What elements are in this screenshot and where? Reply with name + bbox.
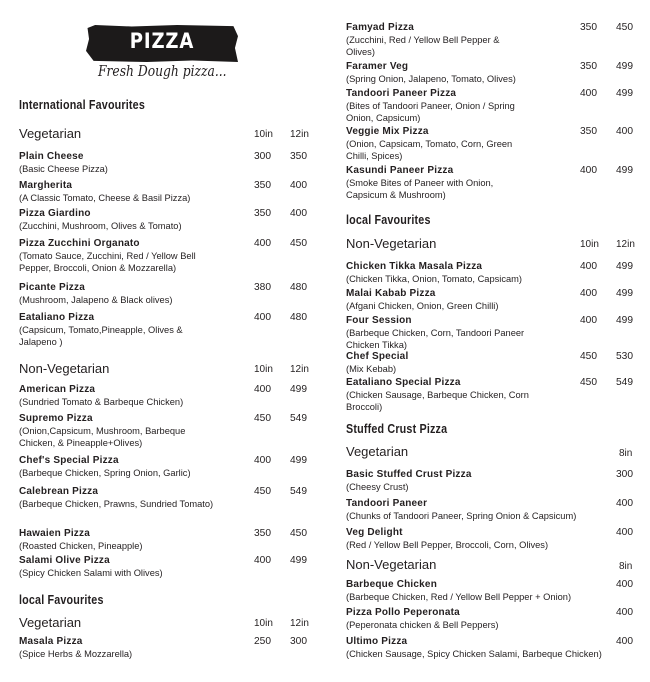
section-heading-international-favourites: International Favourites — [19, 98, 145, 112]
menu-item — [19, 636, 249, 660]
menu-item — [346, 469, 611, 493]
price-10in: 350 — [254, 180, 271, 191]
item-name: Tandoori Paneer Pizza — [346, 88, 457, 99]
menu-item — [346, 607, 611, 631]
menu-item — [19, 528, 249, 552]
subheading-non-vegetarian: Non-Vegetarian — [346, 236, 437, 251]
menu-item — [346, 527, 611, 551]
price-10in: 400 — [254, 384, 271, 395]
item-description: (Barbeque Chicken, Red / Yellow Bell Pepper + Onion) — [346, 592, 572, 602]
price-10in: 400 — [580, 315, 597, 326]
price-10in: 400 — [254, 455, 271, 466]
price-12in: 400 — [290, 208, 307, 219]
item-name: Picante Pizza — [19, 282, 85, 293]
price-10in: 400 — [254, 238, 271, 249]
item-name: Chef's Special Pizza — [19, 455, 119, 466]
price-8in: 300 — [616, 469, 633, 480]
size-label-10in: 10in — [580, 239, 599, 250]
size-label-12in: 12in — [290, 618, 309, 629]
item-name: Pizza Pollo Peperonata — [346, 607, 460, 618]
price-12in: 400 — [616, 126, 633, 137]
price-10in: 450 — [580, 351, 597, 362]
item-name: Eataliano Pizza — [19, 312, 95, 323]
section-heading-local-favourites: local Favourites — [346, 213, 431, 227]
item-name: Barbeque Chicken — [346, 579, 438, 590]
menu-item — [19, 180, 249, 204]
menu-item — [346, 261, 574, 285]
price-8in: 400 — [616, 607, 633, 618]
price-12in: 480 — [290, 282, 307, 293]
item-name: Supremo Pizza — [19, 413, 93, 424]
item-description: (Peperonata chicken & Bell Peppers) — [346, 620, 499, 630]
item-name: Veggie Mix Pizza — [346, 126, 429, 137]
item-description: (Roasted Chicken, Pineapple) — [19, 541, 143, 551]
item-description: (Barbeque Chicken, Spring Onion, Garlic) — [19, 468, 191, 478]
price-10in: 450 — [254, 486, 271, 497]
item-name: Margherita — [19, 180, 73, 191]
item-description: (Chicken Sausage, Barbeque Chicken, Corn Broccoli) — [346, 390, 529, 412]
menu-item — [346, 579, 611, 603]
section-heading-stuffed-crust-pizza: Stuffed Crust Pizza — [346, 422, 448, 436]
section-heading-local-favourites: local Favourites — [19, 593, 104, 607]
item-description: (Bites of Tandoori Paneer, Onion / Spring Onion, Capsicum) — [346, 101, 515, 123]
menu-item — [19, 312, 209, 348]
item-description: (Chunks of Tandoori Paneer, Spring Onion & Capsicum) — [346, 511, 577, 521]
price-12in: 499 — [616, 288, 633, 299]
item-description: (Cheesy Crust) — [346, 482, 409, 492]
menu-item — [346, 61, 571, 85]
price-10in: 450 — [254, 413, 271, 424]
price-8in: 400 — [616, 579, 633, 590]
item-description: (Zucchini, Mushroom, Olives & Tomato) — [19, 221, 182, 231]
menu-item — [346, 22, 526, 58]
price-12in: 499 — [290, 555, 307, 566]
menu-item — [346, 126, 531, 162]
menu-item — [19, 151, 249, 175]
item-name: Eataliano Special Pizza — [346, 377, 461, 388]
menu-item — [346, 636, 614, 660]
item-name: Veg Delight — [346, 527, 403, 538]
item-name: Masala Pizza — [19, 636, 83, 647]
price-10in: 380 — [254, 282, 271, 293]
item-name: Plain Cheese — [19, 151, 84, 162]
price-12in: 499 — [290, 384, 307, 395]
size-label-10in: 10in — [254, 618, 273, 629]
item-name: Salami Olive Pizza — [19, 555, 110, 566]
price-12in: 450 — [290, 528, 307, 539]
menu-item — [19, 413, 214, 449]
price-10in: 400 — [254, 312, 271, 323]
size-label-12in: 12in — [290, 364, 309, 375]
item-name: Hawaien Pizza — [19, 528, 90, 539]
item-name: Four Session — [346, 315, 412, 326]
item-description: (Basic Cheese Pizza) — [19, 164, 108, 174]
price-12in: 450 — [290, 238, 307, 249]
price-10in: 400 — [254, 555, 271, 566]
price-10in: 350 — [580, 126, 597, 137]
item-description: (Mix Kebab) — [346, 364, 397, 374]
menu-item — [19, 384, 249, 408]
menu-item — [346, 351, 574, 375]
price-8in: 400 — [616, 498, 633, 509]
price-10in: 350 — [580, 61, 597, 72]
item-name: Pizza Giardino — [19, 208, 91, 219]
item-name: American Pizza — [19, 384, 96, 395]
price-8in: 400 — [616, 527, 633, 538]
price-12in: 400 — [290, 180, 307, 191]
item-description: (Afgani Chicken, Onion, Green Chilli) — [346, 301, 499, 311]
price-10in: 250 — [254, 636, 271, 647]
menu-item — [19, 238, 219, 274]
price-12in: 499 — [616, 61, 633, 72]
item-description: (Tomato Sauce, Zucchini, Red / Yellow Bell Pepper, Broccoli, Onion & Mozzarella) — [19, 251, 196, 273]
item-name: Malai Kabab Pizza — [346, 288, 436, 299]
price-10in: 350 — [580, 22, 597, 33]
item-description: (Red / Yellow Bell Pepper, Broccoli, Corn, Olives) — [346, 540, 549, 550]
menu-item — [19, 208, 249, 232]
item-description: (Spice Herbs & Mozzarella) — [19, 649, 133, 659]
subheading-non-vegetarian: Non-Vegetarian — [19, 361, 110, 376]
page-title: PIZZA — [129, 29, 195, 53]
size-label-10in: 10in — [254, 364, 273, 375]
price-12in: 300 — [290, 636, 307, 647]
price-12in: 549 — [290, 413, 307, 424]
size-label-8in: 8in — [619, 448, 633, 459]
item-description: (Sundried Tomato & Barbeque Chicken) — [19, 397, 184, 407]
price-12in: 499 — [616, 261, 633, 272]
item-description: (Zucchini, Red / Yellow Bell Pepper & Olives) — [346, 35, 500, 57]
menu-item — [19, 555, 249, 579]
price-12in: 350 — [290, 151, 307, 162]
menu-item — [19, 486, 219, 510]
item-description: (Chicken Sausage, Spicy Chicken Salami, Barbeque Chicken) — [346, 649, 602, 659]
menu-item — [346, 377, 546, 413]
menu-item — [19, 455, 249, 479]
item-name: Kasundi Paneer Pizza — [346, 165, 454, 176]
price-10in: 350 — [254, 528, 271, 539]
price-10in: 400 — [580, 288, 597, 299]
item-description: (Chicken Tikka, Onion, Tomato, Capsicam) — [346, 274, 523, 284]
item-description: (Spicy Chicken Salami with Olives) — [19, 568, 163, 578]
size-label-12in: 12in — [616, 239, 635, 250]
price-10in: 400 — [580, 165, 597, 176]
price-10in: 400 — [580, 88, 597, 99]
item-description: (Barbeque Chicken, Prawns, Sundried Tomato) — [19, 499, 214, 509]
menu-item — [346, 288, 574, 312]
price-12in: 530 — [616, 351, 633, 362]
item-name: Ultimo Pizza — [346, 636, 408, 647]
menu-item — [346, 165, 531, 201]
price-10in: 350 — [254, 208, 271, 219]
item-name: Chicken Tikka Masala Pizza — [346, 261, 483, 272]
price-10in: 300 — [254, 151, 271, 162]
item-description: (Onion, Capsicam, Tomato, Corn, Green Chilli, Spices) — [346, 139, 513, 161]
price-8in: 400 — [616, 636, 633, 647]
item-name: Faramer Veg — [346, 61, 409, 72]
price-12in: 450 — [616, 22, 633, 33]
subheading-non-vegetarian: Non-Vegetarian — [346, 557, 437, 572]
size-label-8in: 8in — [619, 561, 633, 572]
brand-heading — [86, 25, 244, 87]
price-12in: 499 — [616, 165, 633, 176]
price-12in: 499 — [290, 455, 307, 466]
price-12in: 499 — [616, 315, 633, 326]
size-label-10in: 10in — [254, 129, 273, 140]
item-name: Calebrean Pizza — [19, 486, 99, 497]
item-name: Chef Special — [346, 351, 409, 362]
item-description: (A Classic Tomato, Cheese & Basil Pizza) — [19, 193, 191, 203]
subheading-vegetarian: Vegetarian — [19, 126, 82, 141]
subheading-vegetarian: Vegetarian — [19, 615, 82, 630]
size-label-12in: 12in — [290, 129, 309, 140]
item-name: Tandoori Paneer — [346, 498, 428, 509]
item-description: (Barbeque Chicken, Corn, Tandoori Paneer Chicken Tikka) — [346, 328, 525, 350]
price-12in: 549 — [616, 377, 633, 388]
menu-item — [19, 282, 249, 306]
menu-item — [346, 498, 611, 522]
item-description: (Smoke Bites of Paneer with Onion, Capsicum & Mushroom) — [346, 178, 494, 200]
price-10in: 450 — [580, 377, 597, 388]
menu-item — [346, 88, 531, 124]
item-description: (Spring Onion, Jalapeno, Tomato, Olives) — [346, 74, 516, 84]
item-description: (Onion,Capsicum, Mushroom, Barbeque Chicken, & Pineapple+Olives) — [19, 426, 186, 448]
price-12in: 480 — [290, 312, 307, 323]
menu-item — [346, 315, 546, 351]
price-12in: 549 — [290, 486, 307, 497]
item-description: (Mushroom, Jalapeno & Black olives) — [19, 295, 173, 305]
price-12in: 499 — [616, 88, 633, 99]
page-tagline: Fresh Dough pizza... — [98, 62, 227, 80]
item-name: Pizza Zucchini Organato — [19, 238, 140, 249]
item-name: Famyad Pizza — [346, 22, 414, 33]
item-description: (Capsicum, Tomato,Pineapple, Olives & Jalapeno ) — [19, 325, 183, 347]
item-name: Basic Stuffed Crust Pizza — [346, 469, 472, 480]
price-10in: 400 — [580, 261, 597, 272]
subheading-vegetarian: Vegetarian — [346, 444, 409, 459]
